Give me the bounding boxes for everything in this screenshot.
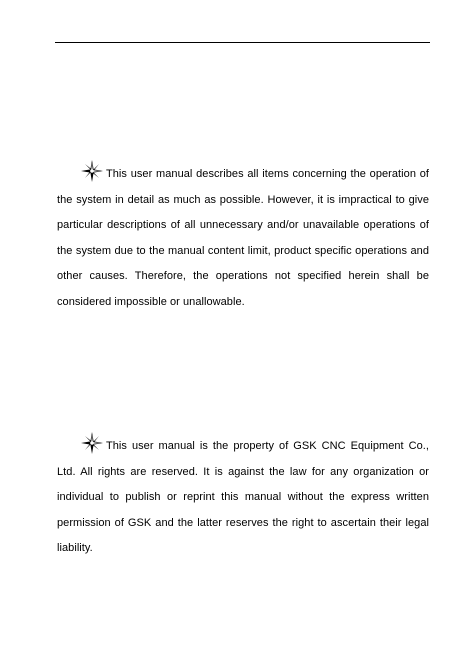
manual-scope-text: This user manual describes all items concerning the operation of the system in detail as much as possible. However, it is impractical to give particular descriptions of all unnecessary and/or unavailable operations of the system due to the manual content limit, product specific operations and other causes. Therefore, the operations not specified herein shall be considered impossible or unallowable. bbox=[57, 168, 429, 308]
compass-star-icon bbox=[81, 160, 103, 182]
header-rule bbox=[55, 42, 430, 43]
copyright-text: This user manual is the property of GSK CNC Equipment Co., Ltd. All rights are reserved. It is against the law for any organization or individual to publish or reprint this manual without the express written permission of GSK and the latter reserves the right to ascertain their legal liability. bbox=[57, 440, 429, 555]
manual-scope-paragraph bbox=[57, 160, 429, 316]
copyright-paragraph bbox=[57, 432, 429, 562]
compass-star-icon bbox=[81, 432, 103, 454]
